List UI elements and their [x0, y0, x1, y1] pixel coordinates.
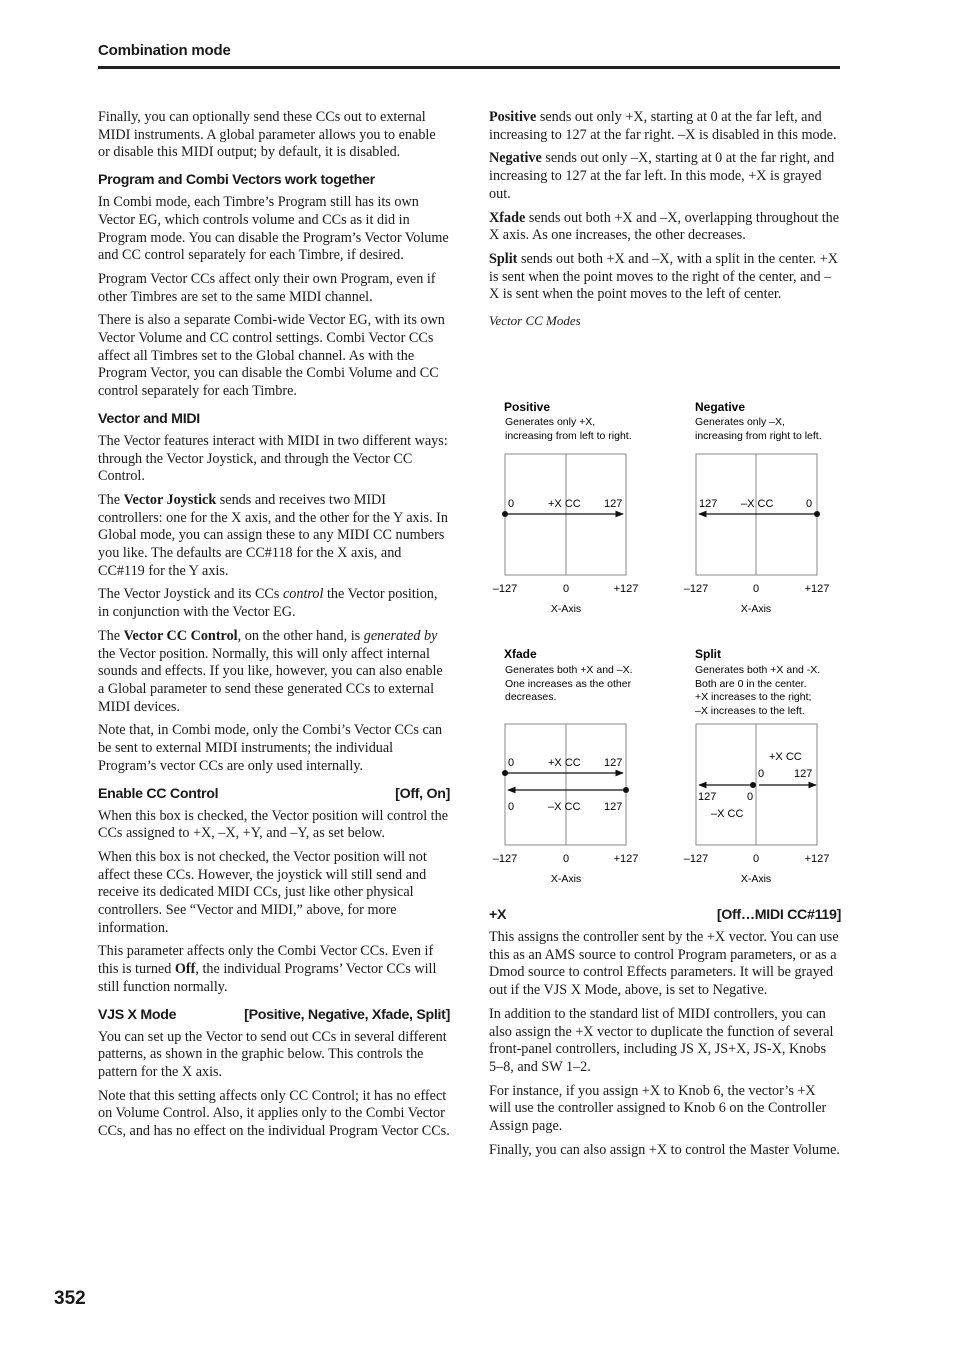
axis-min: –127 [492, 853, 518, 865]
paragraph: When this box is checked, the Vector position will control the CCs assigned to +X, –X, +Y, and –Y, as set below. [98, 807, 449, 842]
diagram-desc: Generates only +X, [505, 416, 596, 428]
diagram-desc: Generates both +X and –X. [505, 664, 633, 676]
section-header: Combination mode [98, 42, 231, 59]
diagram-desc: Both are 0 in the center. [695, 678, 807, 690]
figure-caption: Vector CC Modes [489, 313, 581, 329]
paragraph: For instance, if you assign +X to Knob 6, the vector’s +X will use the controller assigned to Knob 6 on the Controller Assign page. [489, 1082, 827, 1135]
diagram-positive [493, 400, 639, 615]
start-point [623, 787, 629, 793]
value-label: 0 [747, 791, 754, 803]
paragraph: This parameter affects only the Combi Vector CCs. Even if this is turned Off, the individual Programs’ Vector CCs will still function normally. [98, 943, 437, 995]
page-number: 352 [54, 1288, 86, 1309]
start-point [750, 782, 756, 788]
start-point [502, 511, 508, 517]
paragraph: Finally, you can also assign +X to control the Master Volume. [489, 1141, 840, 1158]
axis-label: X-Axis [550, 873, 582, 885]
diagram-desc: increasing from right to left. [695, 430, 822, 442]
value-label: 127 [604, 757, 623, 769]
cc-label: –X CC [548, 801, 581, 813]
value-label: 0 [508, 498, 515, 510]
paragraph-positive: Positive sends out only +X, starting at 0 at the far left, and increasing to 127 at the far right. –X is disabled in this mode. [489, 109, 837, 143]
cc-label: –X CC [711, 808, 744, 820]
value-label: 127 [794, 768, 813, 780]
heading-enable-cc-control: Enable CC Control [Off, On] [98, 785, 450, 802]
paragraph: There is also a separate Combi-wide Vector EG, with its own Vector Volume and CC control settings. Combi Vector CCs affect all Timbres set to the Global channel. As with the Program Vector, you can disable the Combi Volume and CC control separately for each Timbre. [98, 312, 445, 400]
value-label: 0 [508, 801, 515, 813]
value-label: 0 [806, 498, 813, 510]
diagram-desc: increasing from left to right. [505, 430, 632, 442]
right-column [489, 109, 841, 330]
axis-zero: 0 [562, 583, 570, 595]
cc-label: –X CC [741, 498, 774, 510]
paragraph: Program Vector CCs affect only their own Program, even if other Timbres are set to the same MIDI channel. [98, 270, 436, 305]
diagram-xfade [493, 647, 639, 885]
axis-label: X-Axis [550, 603, 582, 615]
heading-vector-and-midi: Vector and MIDI [98, 410, 200, 427]
right-column-lower [489, 907, 841, 1165]
paragraph: This assigns the controller sent by the +X vector. You can use this as an AMS source to control Program parameters, or as a Dmod source to control Effects parameters. It will be grayed out if the VJS X Mode, above, is set to Negative. [489, 929, 839, 999]
cc-label: +X CC [769, 751, 802, 763]
axis-max: +127 [804, 853, 830, 865]
vector-cc-modes-diagram [489, 393, 841, 893]
value-label: 0 [758, 768, 765, 780]
parameter-range: [Off, On] [395, 785, 450, 802]
diagram-title: Negative [695, 400, 746, 414]
diagram-title: Positive [504, 400, 551, 414]
diagram-desc: One increases as the other [505, 678, 632, 690]
diagram-desc: Generates both +X and -X. [695, 664, 821, 676]
diagram-desc: +X increases to the right; [695, 691, 812, 703]
axis-label: X-Axis [740, 873, 772, 885]
paragraph: Note that, in Combi mode, only the Combi’s Vector CCs can be sent to external MIDI instruments; the individual Program’s vector CCs are only used internally. [98, 722, 443, 774]
paragraph-split: Split sends out both +X and –X, with a split in the center. +X is sent when the point moves to the right of the center, and –X is sent when the point moves to the left of center. [489, 250, 838, 303]
vector-cc-modes-figure [489, 393, 841, 893]
heading-program-combi-vectors: Program and Combi Vectors work together [98, 172, 375, 189]
paragraph-vector-cc-control: The Vector CC Control, on the other hand, is generated by the Vector position. Normally, this will only affect internal sounds and effects. If you like, however, you can also enable a Global parameter to send these generated CCs to external MIDI devices. [98, 627, 443, 715]
paragraph: In Combi mode, each Timbre’s Program still has its own Vector EG, which controls volume and CCs as it did in Program mode. You can disable the Program’s Vector Volume and CC control separately for each Timbre, if desired. [98, 194, 449, 264]
intro-paragraph: Finally, you can optionally send these CCs out to external MIDI instruments. A global parameter allows you to enable or disable this MIDI output; by default, it is disabled. [98, 109, 436, 161]
cc-label: +X CC [548, 757, 581, 769]
diagram-desc: decreases. [505, 691, 557, 703]
diagram-split [684, 647, 830, 885]
parameter-range: [Positive, Negative, Xfade, Split] [244, 1006, 450, 1023]
axis-max: +127 [613, 853, 639, 865]
paragraph: The Vector Joystick and its CCs control the Vector position, in conjunction with the Vector EG. [98, 586, 438, 621]
paragraph: The Vector features interact with MIDI in two different ways: through the Vector Joystick, and through the Vector CC Control. [98, 432, 448, 485]
axis-min: –127 [683, 583, 709, 595]
heading-vjs-x-mode: VJS X Mode [Positive, Negative, Xfade, Split] [98, 1006, 450, 1023]
paragraph-negative: Negative sends out only –X, starting at 0 at the far right, and increasing to 127 at the far left. In this mode, +X is grayed out. [489, 150, 835, 202]
axis-min: –127 [683, 853, 709, 865]
paragraph: When this box is not checked, the Vector position will not affect these CCs. However, the joystick will still send and receive its dedicated MIDI CCs, just like other physical controllers. See “Vector and MIDI,” above, for more information. [98, 848, 427, 936]
axis-min: –127 [492, 583, 518, 595]
paragraph: In addition to the standard list of MIDI controllers, you can also assign the +X vector to duplicate the function of several front-panel controllers, including JS X, JS+X, JS-X, Knobs 5–8, and SW 1–2. [489, 1005, 834, 1075]
axis-label: X-Axis [740, 603, 772, 615]
diagram-desc: –X increases to the left. [695, 705, 805, 717]
value-label: 0 [508, 757, 515, 769]
start-point [814, 511, 820, 517]
diagram-title: Xfade [504, 647, 537, 661]
diagram-negative [684, 400, 830, 615]
axis-max: +127 [804, 583, 830, 595]
axis-zero: 0 [752, 853, 760, 865]
axis-max: +127 [613, 583, 639, 595]
value-label: 127 [698, 791, 717, 803]
header-rule [98, 66, 840, 69]
paragraph-xfade: Xfade sends out both +X and –X, overlapping throughout the X axis. As one increases, the other decreases. [489, 209, 840, 244]
value-label: 127 [604, 498, 623, 510]
diagram-title: Split [695, 647, 721, 661]
start-point [502, 770, 508, 776]
heading-plus-x: +X [Off…MIDI CC#119] [489, 907, 841, 923]
value-label: 127 [699, 498, 718, 510]
axis-zero: 0 [562, 853, 570, 865]
paragraph-vector-joystick: The Vector Joystick sends and receives two MIDI controllers: one for the X axis, and the other for the Y axis. In Global mode, you can assign these to any MIDI CC numbers you like. The defaults are CC#118 for the X axis, and CC#119 for the Y axis. [98, 491, 448, 579]
paragraph: You can set up the Vector to send out CCs in several different patterns, as shown in the graphic below. This controls the pattern for the X axis. [98, 1028, 447, 1080]
left-column [98, 109, 450, 1147]
cc-label: +X CC [548, 498, 581, 510]
axis-zero: 0 [752, 583, 760, 595]
diagram-desc: Generates only –X, [695, 416, 785, 428]
paragraph: Note that this setting affects only CC Control; it has no effect on Volume Control. Also, it applies only to the Combi Vector CCs, and has no effect on the individual Program Vector CCs. [98, 1087, 450, 1140]
parameter-range: [Off…MIDI CC#119] [716, 907, 841, 923]
value-label: 127 [604, 801, 623, 813]
